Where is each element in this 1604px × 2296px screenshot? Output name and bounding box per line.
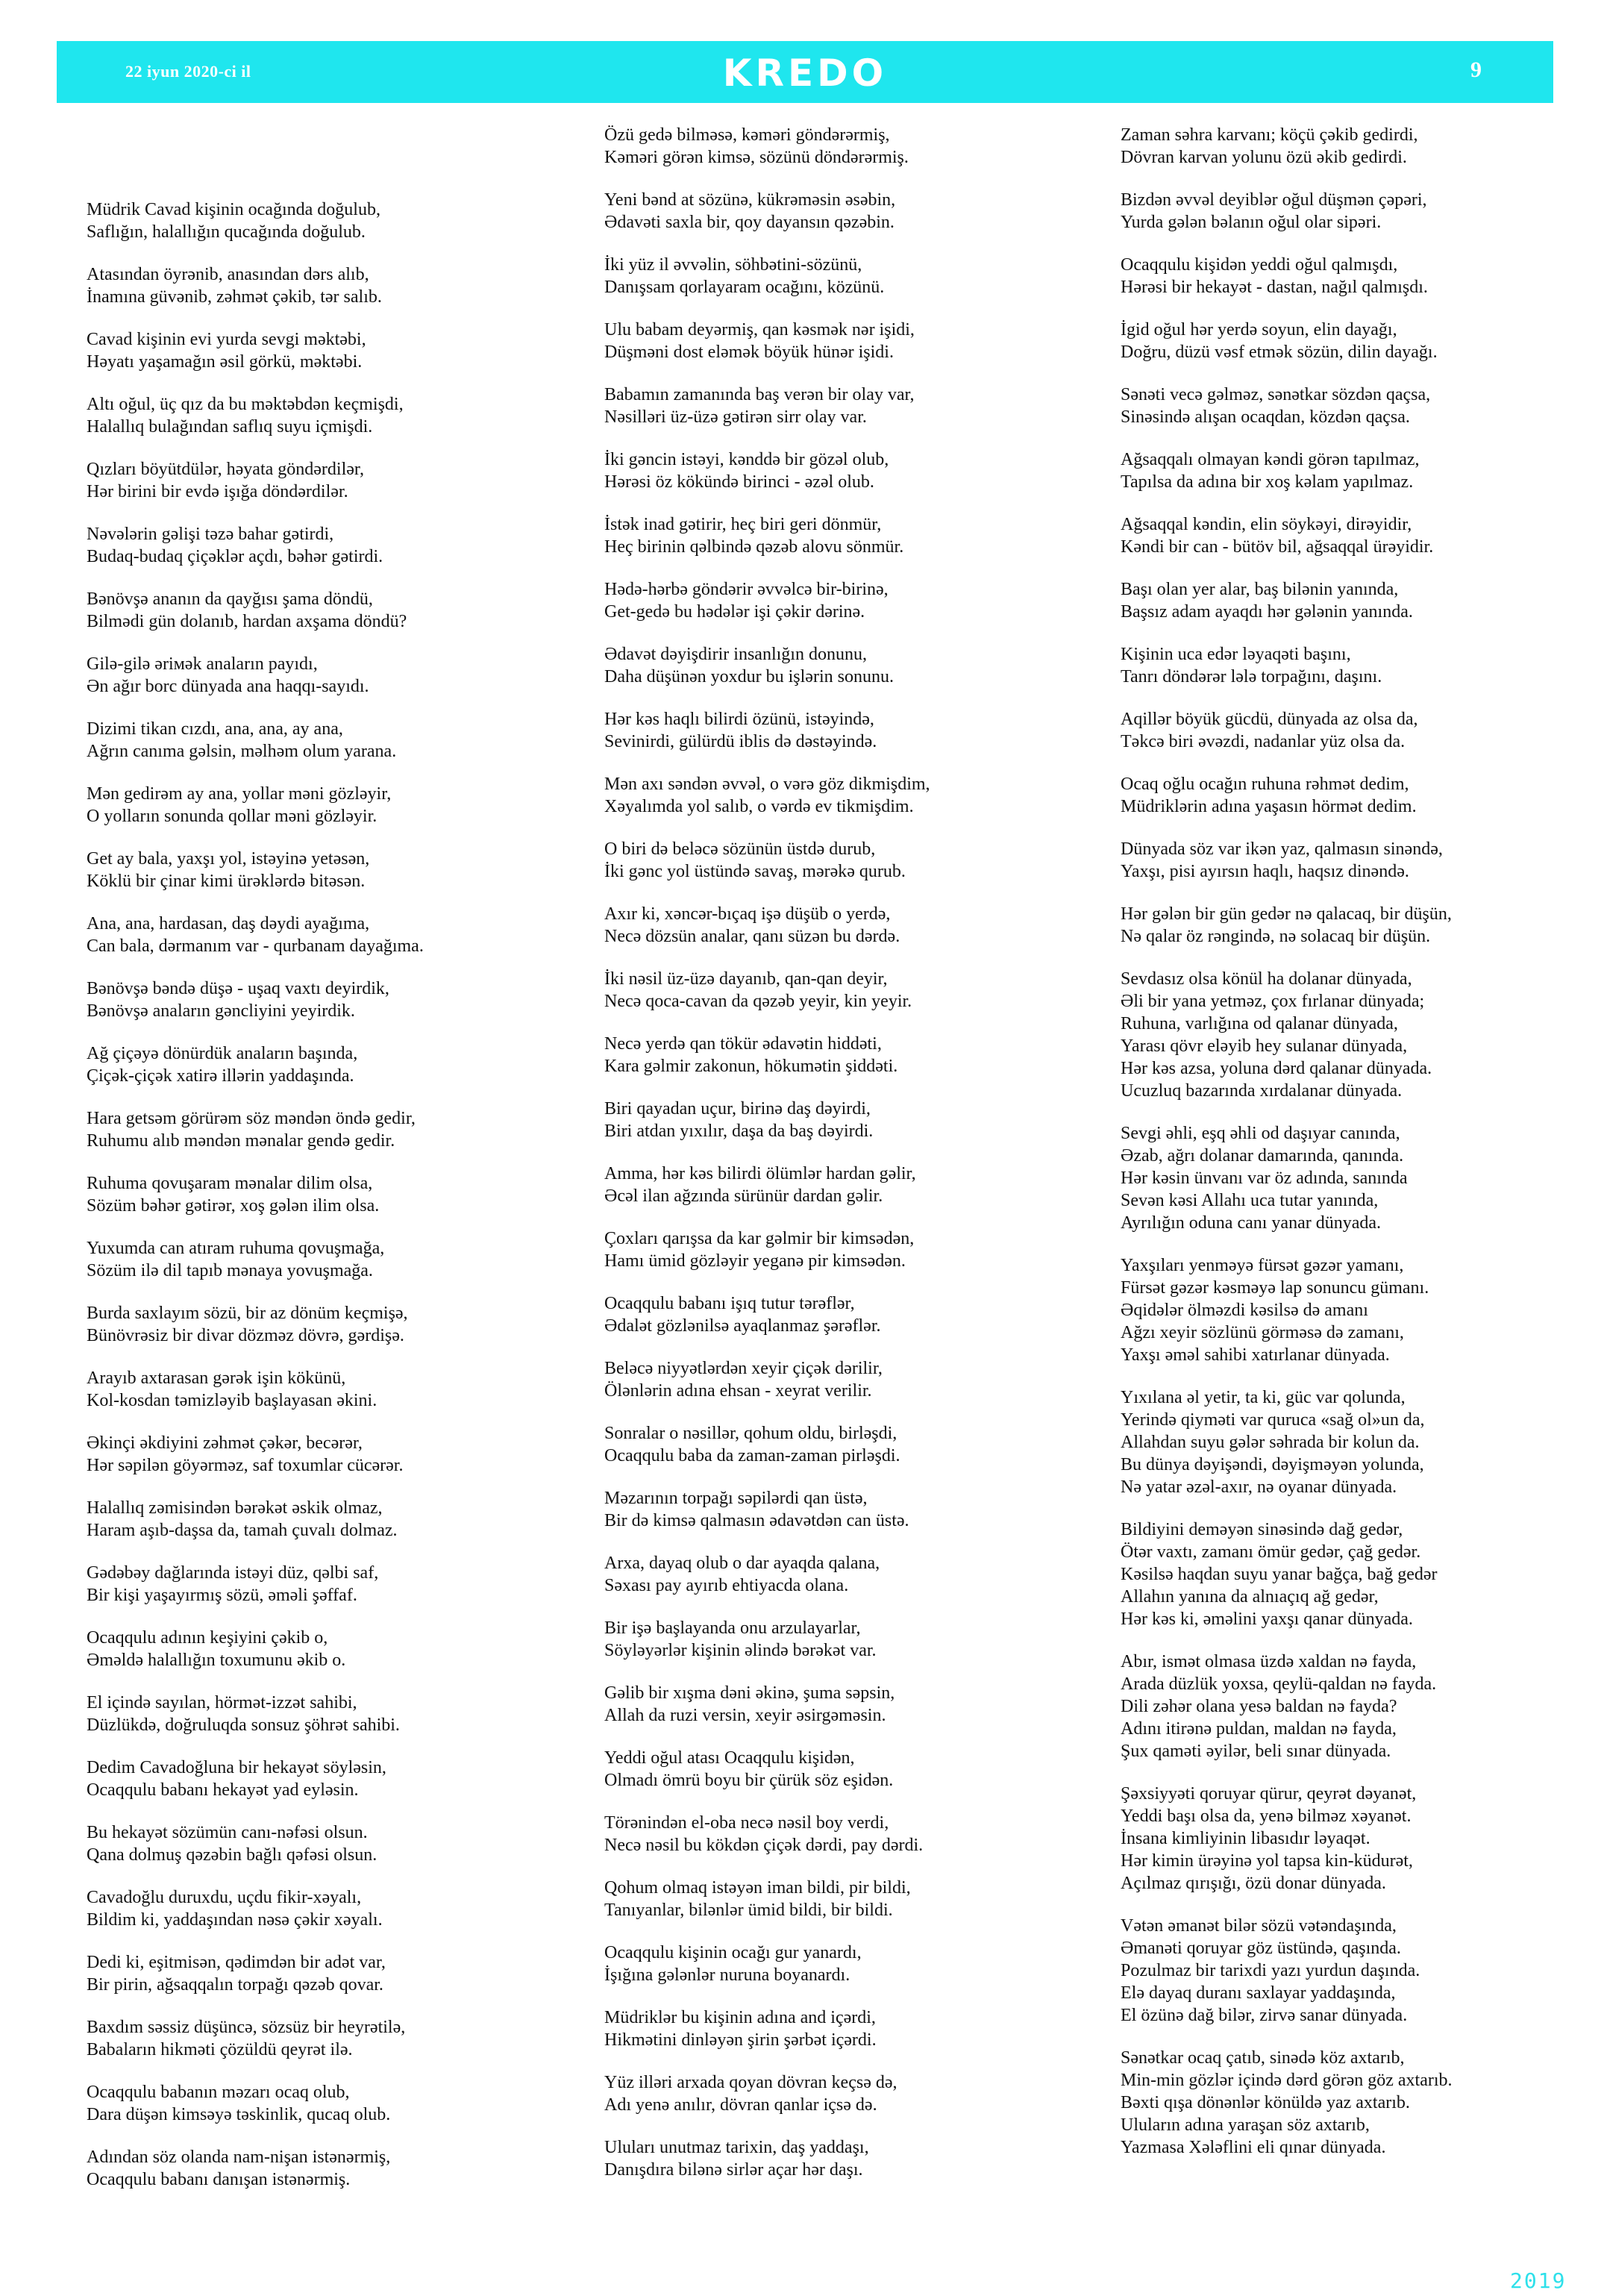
stanza	[87, 1302, 564, 1347]
stanza	[87, 2081, 564, 2126]
poem-line: Bənövşə ananın da qayğısı şama döndü,	[87, 589, 373, 609]
poem-line: Nə yatar əzəl-axır, nə oyanar dünyada.	[1121, 1477, 1397, 1497]
stanza	[1121, 903, 1598, 948]
stanza	[87, 1562, 564, 1607]
poem-line: Allahdan suyu gələr səhrada bir kolun da.	[1121, 1433, 1420, 1452]
stanza	[604, 124, 1082, 169]
stanza	[87, 1886, 564, 1931]
poem-line: Bildiyini deməyən sinəsində dağ gedər,	[1121, 1520, 1403, 1539]
stanza	[604, 1942, 1082, 1986]
poem-line: Allahın yanına da alnıaçıq ağ gedər,	[1121, 1587, 1379, 1607]
poem-line: Ədavət dəyişdirir insanlığın donunu,	[604, 645, 867, 664]
poem-line: Haram aşıb-daşsa da, tamah çuvalı dolmaz.	[87, 1521, 398, 1540]
poem-line: Ən ağır borc dünyada ana haqqı-sayıdı.	[87, 677, 369, 696]
poem-line: Ədavəti saxla bir, qoy dayansın qəzəbin.	[604, 213, 895, 232]
poem-line: Əməldə halallığın toxumunu əkib o.	[87, 1651, 346, 1670]
poem-line: Ocaqqulu babanı hekayət yad eyləsin.	[87, 1780, 359, 1800]
poem-line: Ağsaqqalı olmayan kəndi görən tapılmaz,	[1121, 450, 1420, 469]
poem-line: Yazmasa Xələflini eli qınar dünyada.	[1121, 2138, 1386, 2157]
poem-column-1	[87, 198, 564, 2211]
poem-line: Necə dözsün analar, qanı süzən bu dərdə.	[604, 927, 900, 946]
poem-line: Hədə-hərbə göndərir əvvəlcə bir-birinə,	[604, 580, 889, 599]
poem-line: Hərəsi bir hekayət - dastan, nağıl qalmışdı.	[1121, 278, 1428, 297]
issue-date: 22 iyun 2020-ci il	[125, 62, 251, 81]
poem-line: Budaq-budaq çiçəklər açdı, bəhər gətirdi.	[87, 547, 383, 566]
poem-line: Kol-kosdan təmizləyib başlayasan əkini.	[87, 1391, 377, 1410]
stanza	[1121, 643, 1598, 688]
poem-line: Aqillər böyük gücdü, dünyada az olsa da,	[1121, 710, 1418, 729]
poem-line: Dara düşən kimsəyə təskinlik, qucaq olub.	[87, 2105, 391, 2124]
poem-line: Başsız adam ayaqdı hər gələnin yanında.	[1121, 602, 1413, 622]
stanza	[1121, 1783, 1598, 1895]
stanza	[87, 1692, 564, 1736]
poem-line: Ağzı xeyir sözlünü görməsə də zamanı,	[1121, 1323, 1404, 1342]
poem-line: Necə qoca-cavan da qəzəb yeyir, kin yeyir.	[604, 992, 912, 1011]
poem-line: İki gəncin istəyi, kənddə bir gözəl olub,	[604, 450, 889, 469]
poem-line: Çiçək-çiçək xatirə illərin yaddaşında.	[87, 1066, 354, 1086]
stanza	[87, 718, 564, 763]
poem-line: Yeni bənd at sözünə, kükrəməsin əsəbin,	[604, 190, 896, 210]
poem-line: Get ay bala, yaxşı yol, istəyinə yetəsən,	[87, 849, 370, 869]
stanza	[604, 1163, 1082, 1207]
stanza	[604, 968, 1082, 1013]
poem-line: Necə yerdə qan tökür ədavətin hiddəti,	[604, 1034, 882, 1054]
poem-line: Biri atdan yıxılır, daşa da baş dəyirdi.	[604, 1122, 874, 1141]
poem-line: Hara getsəm görürəm söz məndən öndə gedir,	[87, 1109, 416, 1128]
stanza	[604, 1422, 1082, 1467]
poem-line: Hikmətini dinləyən şirin şərbət içərdi.	[604, 2030, 877, 2050]
poem-line: Əmanəti qoruyar göz üstündə, qaşında.	[1121, 1939, 1401, 1958]
poem-line: Bir pirin, ağsaqqalın torpağı qəzəb qovar.	[87, 1975, 383, 1995]
poem-line: Ötər vaxtı, zamanı ömür gedər, çağ gedər.	[1121, 1542, 1421, 1562]
poem-line: Danışsam qorlayaram ocağını, közünü.	[604, 278, 885, 297]
poem-line: Mən axı səndən əvvəl, o vərə göz dikmişdim,	[604, 775, 930, 794]
stanza	[87, 1627, 564, 1671]
poem-line: Uluları unutmaz tarixin, daş yaddaşı,	[604, 2138, 869, 2157]
stanza	[604, 1357, 1082, 1402]
poem-line: Bir də kimsə qalmasın ədavətdən can üstə.	[604, 1511, 909, 1530]
poem-line: Baxdım səssiz düşüncə, sözsüz bir heyrətilə,	[87, 2018, 406, 2037]
poem-line: O biri də beləcə sözünün üstdə durub,	[604, 839, 876, 859]
poem-line: Ocaqqulu babanı danışan istənərmiş.	[87, 2170, 351, 2189]
poem-line: Gəlib bir xışma dəni əkinə, şuma səpsin,	[604, 1683, 895, 1703]
stanza	[604, 773, 1082, 818]
poem-line: Çoxları qarışsa da kar gəlmir bir kimsədən,	[604, 1229, 915, 1248]
poem-line: İnsana kimliyinin libasıdır ləyaqət.	[1121, 1829, 1370, 1848]
poem-line: Ruhumu alıb məndən mənalar gendə gedir.	[87, 1131, 395, 1151]
poem-line: Köklü bir çinar kimi ürəklərdə bitəsən.	[87, 872, 366, 891]
poem-line: Bəxti qışa dönənlər könüldə yaz axtarıb.	[1121, 2093, 1410, 2112]
poem-line: Can bala, dərmanım var - qurbanam dayağıma.	[87, 936, 424, 956]
poem-line: Bir işə başlayanda onu arzulayarlar,	[604, 1618, 861, 1638]
stanza	[87, 1042, 564, 1087]
poem-line: Biri qayadan uçur, birinə daş dəyirdi,	[604, 1099, 871, 1119]
stanza	[1121, 578, 1598, 623]
stanza	[604, 1747, 1082, 1792]
poem-line: El içində sayılan, hörmət-izzət sahibi,	[87, 1693, 357, 1712]
poem-line: Hər kimin ürəyinə yol tapsa kin-küdurət,	[1121, 1851, 1413, 1871]
newspaper-header-bar	[57, 41, 1553, 103]
poem-line: Elə dayaq duranı saxlayar yaddaşında,	[1121, 1983, 1396, 2003]
stanza	[87, 198, 564, 243]
stanza	[1121, 513, 1598, 558]
poem-line: Bizdən əvvəl deyiblər oğul düşmən çəpəri,	[1121, 190, 1427, 210]
poem-line: Düşməni dost eləmək böyük hünər işidi.	[604, 342, 894, 362]
poem-line: Ölənlərin adına ehsan - xeyrat verilir.	[604, 1381, 872, 1401]
poem-line: Amma, hər kəs bilirdi ölümlər hardan gəlir,	[604, 1164, 916, 1183]
poem-line: Kəsilsə haqdan suyu yanar bağça, bağ gedər	[1121, 1565, 1438, 1584]
stanza	[1121, 1386, 1598, 1498]
poem-line: Tapılsa da adına bir xoş kəlam yapılmaz.	[1121, 472, 1414, 492]
stanza	[1121, 124, 1598, 169]
poem-line: Fürsət gəzər kəsməyə lap sonuncu gümanı.	[1121, 1278, 1429, 1298]
poem-line: Ruhuma qovuşaram mənalar dilim olsa,	[87, 1174, 373, 1193]
footer-year: 2019	[1510, 2268, 1567, 2293]
stanza	[604, 1682, 1082, 1727]
poem-line: Bilmədi gün dolanıb, hardan axşama döndü?	[87, 612, 407, 631]
stanza	[87, 1367, 564, 1412]
poem-line: Şəxsiyyəti qoruyar qürur, qeyrət dəyanət,	[1121, 1784, 1417, 1804]
poem-line: Adı yenə anılır, dövran qanlar içsə də.	[604, 2095, 877, 2115]
poem-line: Dizimi tikan cızdı, ana, ana, ay ana,	[87, 719, 343, 739]
poem-line: Ana, ana, hardasan, daş dəydi ayağıma,	[87, 914, 370, 933]
poem-line: Cavad kişinin evi yurda sevgi məktəbi,	[87, 330, 366, 349]
stanza	[604, 1227, 1082, 1272]
poem-line: Özü gedə bilməsə, kəməri göndərərmiş,	[604, 125, 890, 145]
poem-line: Necə nəsil bu kökdən çiçək dərdi, pay dərdi.	[604, 1836, 924, 1855]
poem-line: Mən gedirəm ay ana, yollar məni gözləyir,	[87, 784, 392, 804]
stanza	[87, 263, 564, 308]
poem-line: Heç birinin qəlbində qəzəb alovu sönmür.	[604, 537, 904, 557]
stanza	[87, 1172, 564, 1217]
poem-line: İstək inad gətirir, heç biri geri dönmür,	[604, 515, 882, 534]
stanza	[1121, 254, 1598, 298]
poem-line: Ocaqqulu babanı işıq tutur tərəflər,	[604, 1294, 855, 1313]
poem-line: Düzlükdə, doğruluqda sonsuz şöhrət sahibi.	[87, 1715, 400, 1735]
stanza	[87, 913, 564, 957]
poem-line: Min-min gözlər içində dərd görən göz axtarıb.	[1121, 2071, 1453, 2090]
poem-line: Ağsaqqal kəndin, elin söykəyi, dirəyidir,	[1121, 515, 1412, 534]
stanza	[604, 1033, 1082, 1077]
poem-line: O yolların sonunda qollar məni gözləyir.	[87, 807, 377, 826]
poem-line: Nəvələrin gəlişi təzə bahar gətirdi,	[87, 525, 334, 544]
stanza	[604, 319, 1082, 363]
poem-line: İki yüz il əvvəlin, söhbətini-sözünü,	[604, 255, 862, 275]
stanza	[87, 1237, 564, 1282]
poem-line: Hər kəs haqlı bilirdi özünü, istəyində,	[604, 710, 874, 729]
poem-line: Arayıb axtarasan gərək işin kökünü,	[87, 1368, 346, 1388]
poem-line: Ocaqqulu babanın məzarı ocaq olub,	[87, 2083, 350, 2102]
poem-line: Bünövrəsiz bir divar dözməz dövrə, gərdişə.	[87, 1326, 404, 1345]
poem-line: İşığına gələnlər nuruna boyanardı.	[604, 1965, 850, 1985]
stanza	[1121, 189, 1598, 234]
poem-line: Əqidələr ölməzdi kəsilsə də amanı	[1121, 1301, 1368, 1320]
poem-line: Sözüm ilə dil tapıb mənaya yovuşmağa.	[87, 1261, 373, 1280]
poem-line: Ədalət gözlənilsə ayaqlanmaz şərəflər.	[604, 1316, 881, 1336]
poem-line: Babamın zamanında baş verən bir olay var,	[604, 385, 915, 404]
poem-line: Açılmaz qırışığı, özü donar dünyada.	[1121, 1874, 1386, 1893]
poem-line: Dedi ki, eşitmisən, qədimdən bir adət var,	[87, 1953, 386, 1972]
poem-line: Ocaqqulu adının keşiyini çəkib o,	[87, 1628, 328, 1648]
stanza	[1121, 838, 1598, 883]
poem-line: Yüz illəri arxada qoyan dövran keçsə də,	[604, 2073, 897, 2092]
stanza	[87, 848, 564, 892]
poem-line: Bildim ki, yaddaşından nəsə çəkir xəyalı.	[87, 1910, 383, 1930]
poem-line: Arada düzlük yoxsa, qeylü-qaldan nə fayda.	[1121, 1674, 1437, 1694]
stanza	[87, 1107, 564, 1152]
poem-line: Dili zəhər olana yesə baldan nə fayda?	[1121, 1697, 1397, 1716]
stanza	[87, 653, 564, 698]
poem-line: Ağ çiçəyə dönürdük anaların başında,	[87, 1044, 358, 1063]
poem-line: Söyləyərlər kişinin əlində bərəkət var.	[604, 1641, 877, 1660]
poem-line: Olmadı ömrü boyu bir çürük söz eşidən.	[604, 1771, 894, 1790]
poem-line: Müdrik Cavad kişinin ocağında doğulub,	[87, 200, 380, 219]
poem-line: Qohum olmaq istəyən iman bildi, pir bildi,	[604, 1878, 911, 1898]
stanza	[604, 513, 1082, 558]
page-number: 9	[1470, 57, 1482, 82]
poem-line: Adından söz olanda nam-nişan istənərmiş,	[87, 2148, 391, 2167]
poem-line: Kişinin uca edər ləyaqəti başını,	[1121, 645, 1351, 664]
stanza	[604, 1487, 1082, 1532]
poem-line: Tanrı döndərər lələ torpağını, daşını.	[1121, 667, 1382, 686]
stanza	[604, 1877, 1082, 1921]
stanza	[1121, 1254, 1598, 1366]
newspaper-title: KREDO	[722, 51, 888, 95]
poem-line: Atasından öyrənib, anasından dərs alıb,	[87, 265, 369, 284]
poem-line: Abır, ismət olmasa üzdə xaldan nə fayda,	[1121, 1652, 1417, 1671]
poem-line: Hərəsi öz kökündə birinci - əzəl olub.	[604, 472, 874, 492]
poem-line: Ocaqqulu kişinin ocağı gur yanardı,	[604, 1943, 862, 1962]
poem-line: Başı olan yer alar, baş bilənin yanında,	[1121, 580, 1399, 599]
poem-line: Ucuzluq bazarında xırdalanar dünyada.	[1121, 1081, 1403, 1101]
poem-line: Sevinirdi, gülürdü iblis də dəstəyində.	[604, 732, 877, 751]
poem-line: Sevgi əhli, eşq əhli od daşıyar canında,	[1121, 1124, 1400, 1143]
poem-line: Gilə-gilə əriмək anaların payıdı,	[87, 654, 318, 674]
poem-line: Kəndi bir can - bütöv bil, ağsaqqal ürəyidir.	[1121, 537, 1434, 557]
stanza	[87, 1821, 564, 1866]
poem-line: Babaların hikməti çözüldü qeyrət ilə.	[87, 2040, 353, 2059]
poem-line: Kəməri görən kimsə, sözünü döndərərmiş.	[604, 148, 909, 167]
stanza	[604, 708, 1082, 753]
poem-line: Bu hekayət sözümün canı-nəfəsi olsun.	[87, 1823, 368, 1842]
poem-line: Ayrılığın oduna canı yanar dünyada.	[1121, 1213, 1382, 1233]
poem-line: Danışdıra bilənə sirlər açar hər daşı.	[604, 2160, 863, 2180]
poem-line: Hər səpilən göyərməz, saf toxumlar cücərər.	[87, 1456, 404, 1475]
poem-line: Burda saxlayım sözü, bir az dönüm keçmişə,	[87, 1304, 408, 1323]
poem-line: Gədəbəy dağlarında istəyi düz, qəlbi saf,	[87, 1563, 379, 1583]
stanza	[87, 1497, 564, 1542]
stanza	[604, 2136, 1082, 2181]
poem-line: Yeddi oğul atası Ocaqqulu kişidən,	[604, 1748, 855, 1768]
stanza	[87, 588, 564, 633]
poem-line: Beləcə niyyətlərdən xeyir çiçək dərilir,	[604, 1359, 883, 1378]
stanza	[604, 1292, 1082, 1337]
poem-line: Sevən kəsi Allahı uca tutar yanında,	[1121, 1191, 1379, 1210]
poem-line: İki nəsil üz-üzə dayanıb, qan-qan deyir,	[604, 969, 888, 989]
poem-line: Nə qalar öz rəngində, nə solacaq bir düşün.	[1121, 927, 1431, 946]
stanza	[604, 254, 1082, 298]
poem-line: Yıxılana əl yetir, ta ki, güc var qolunda,	[1121, 1388, 1406, 1407]
poem-line: Ulu babam deyərmiş, qan kəsmək nər işidi,	[604, 320, 915, 340]
stanza	[1121, 2047, 1598, 2159]
poem-line: Sənətkar ocaq çatıb, sinədə köz axtarıb,	[1121, 2048, 1405, 2068]
poem-line: Hər birini bir evdə işığa döndərdilər.	[87, 482, 348, 501]
stanza	[604, 384, 1082, 428]
stanza	[1121, 384, 1598, 428]
poem-line: Yerində qiyməti var quruca «sağ ol»un da,	[1121, 1410, 1425, 1430]
stanza	[604, 1098, 1082, 1142]
stanza	[1121, 319, 1598, 363]
poem-line: Sinəsində alışan ocaqdan, közdən qaçsa.	[1121, 407, 1410, 427]
poem-line: Kara gəlmir zakonun, hökumətin şiddəti.	[604, 1057, 898, 1076]
stanza	[1121, 1122, 1598, 1234]
poem-line: Yarası qövr eləyib hey sulanar dünyada,	[1121, 1036, 1408, 1056]
poem-line: Bu dünya dəyişəndi, dəyişməyən yolunda,	[1121, 1455, 1424, 1474]
stanza	[87, 1757, 564, 1801]
stanza	[87, 2146, 564, 2191]
stanza	[1121, 1518, 1598, 1630]
poem-line: Yeddi başı olsa da, yenə bilməz xəyanət.	[1121, 1807, 1412, 1826]
stanza	[87, 1432, 564, 1477]
poem-line: Axır ki, xəncər-bıçaq işə düşüb o yerdə,	[604, 904, 891, 924]
poem-line: Həyatı yaşamağın əsil görkü, məktəbi.	[87, 352, 363, 372]
poem-line: Cavadoğlu duruxdu, uçdu fikir-xəyalı,	[87, 1888, 362, 1907]
poem-line: Saflığın, halallığın qucağında doğulub.	[87, 222, 366, 242]
poem-line: Halallıq zəmisindən bərəkət əskik olmaz,	[87, 1498, 383, 1518]
poem-line: Törənindən el-oba necə nəsil boy verdi,	[604, 1813, 889, 1833]
poem-line: Doğru, düzü vəsf etmək sözün, dilin dayağı.	[1121, 342, 1438, 362]
poem-line: İki gənc yol üstündə savaş, mərəkə qurub.	[604, 862, 906, 881]
poem-line: Sözüm bəhər gətirər, xoş gələn ilim olsa.	[87, 1196, 380, 1216]
poem-line: Müdriklər bu kişinin adına and içərdi,	[604, 2008, 876, 2027]
stanza	[1121, 1915, 1598, 2027]
poem-line: Hər gələn bir gün gedər nə qalacaq, bir düşün,	[1121, 904, 1452, 924]
poem-line: Xəyalımda yol salıb, o vərdə ev tikmişdim.	[604, 797, 914, 816]
poem-line: Dedim Cavadoğluna bir hekayət söyləsin,	[87, 1758, 386, 1777]
poem-line: Şux qaməti əyilər, beli sınar dünyada.	[1121, 1742, 1391, 1761]
poem-line: Əkinçi əkdiyini zəhmət çəkər, becərər,	[87, 1433, 363, 1453]
poem-line: Ocaq oğlu ocağın ruhuna rəhmət dedim,	[1121, 775, 1409, 794]
stanza	[604, 2006, 1082, 2051]
poem-line: Vətən əmanət bilər sözü vətəndaşında,	[1121, 1916, 1397, 1936]
poem-line: Adını itirənə puldan, maldan nə fayda,	[1121, 1719, 1397, 1739]
poem-line: Altı oğul, üç qız da bu məktəbdən keçmişdi,	[87, 395, 404, 414]
poem-line: Bir kişi yaşayırmış sözü, əməli şəffaf.	[87, 1586, 357, 1605]
poem-column-2	[604, 124, 1082, 2201]
poem-line: Ağrın canıma gəlsin, məlhəm olum yarana.	[87, 742, 397, 761]
poem-line: Yuxumda can atıram ruhuma qovuşmağa,	[87, 1239, 385, 1258]
poem-line: Ocaqqulu kişidən yeddi oğul qalmışdı,	[1121, 255, 1398, 275]
poem-line: İnamına güvənib, zəhmət çəkib, tər salıb.	[87, 287, 382, 307]
poem-line: Sevdasız olsa könül ha dolanar dünyada,	[1121, 969, 1412, 989]
poem-line: Sonralar o nəsillər, qohum oldu, birləşdi,	[604, 1424, 897, 1443]
poem-line: Yaxşıları yenməyə fürsət gəzər yamanı,	[1121, 1256, 1404, 1275]
poem-line: Müdriklərin adına yaşasın hörmət dedim.	[1121, 797, 1417, 816]
poem-line: Halallıq bulağından saflıq suyu içmişdi.	[87, 417, 373, 437]
stanza	[604, 1812, 1082, 1856]
poem-line: Bənövşə anaların gəncliyini yeyirdik.	[87, 1001, 355, 1021]
poem-column-3	[1121, 124, 1598, 2179]
poem-line: Məzarının torpağı səpilərdi qan üstə,	[604, 1489, 868, 1508]
stanza	[87, 1951, 564, 1996]
stanza	[604, 578, 1082, 623]
poem-line: Dövran karvan yolunu özü əkib gedirdi.	[1121, 148, 1407, 167]
poem-line: Allah da ruzi versin, xeyir əsirgəməsin.	[604, 1706, 886, 1725]
poem-line: Yaxşı əməl sahibi xatırlanar dünyada.	[1121, 1345, 1390, 1365]
poem-line: Bənövşə bəndə düşə - uşaq vaxtı deyirdik,	[87, 979, 389, 998]
poem-line: Yaxşı, pisi ayırsın haqlı, haqsız dinəndə.	[1121, 862, 1409, 881]
stanza	[604, 448, 1082, 493]
stanza	[1121, 1651, 1598, 1762]
poem-line: Dünyada söz var ikən yaz, qalmasın sinəndə,	[1121, 839, 1443, 859]
stanza	[1121, 708, 1598, 753]
poem-line: Səxası pay ayırıb ehtiyacda olana.	[604, 1576, 849, 1595]
stanza	[604, 643, 1082, 688]
poem-line: Əcəl ilan ağzında sürünür dardan gəlir.	[604, 1186, 883, 1206]
poem-line: Pozulmaz bir tarixdi yazı yurdun daşında.	[1121, 1961, 1420, 1980]
poem-line: Hər kəsin ünvanı var öz adında, sanında	[1121, 1169, 1408, 1188]
poem-line: İgid oğul hər yerdə soyun, elin dayağı,	[1121, 320, 1397, 340]
poem-line: Təkcə biri əvəzdi, nadanlar yüz olsa da.	[1121, 732, 1406, 751]
poem-line: Hamı ümid gözləyir yeganə pir kimsədən.	[604, 1251, 906, 1271]
poem-line: Yurda gələn bəlanın oğul olar sipəri.	[1121, 213, 1382, 232]
stanza	[1121, 968, 1598, 1102]
stanza	[87, 458, 564, 503]
stanza	[604, 1552, 1082, 1597]
stanza	[1121, 448, 1598, 493]
stanza	[604, 2071, 1082, 2116]
poem-line: Hər kəs azsa, yoluna dərd qalanar dünyada.	[1121, 1059, 1432, 1078]
stanza	[87, 977, 564, 1022]
poem-line: Tanıyanlar, bilənlər ümid bildi, bir bildi.	[604, 1901, 893, 1920]
poem-line: Ocaqqulu baba da zaman-zaman pirləşdi.	[604, 1446, 900, 1466]
stanza	[604, 838, 1082, 883]
poem-line: Zaman səhra karvanı; köçü çəkib gedirdi,	[1121, 125, 1418, 145]
stanza	[87, 393, 564, 438]
stanza	[604, 1617, 1082, 1662]
stanza	[87, 2016, 564, 2061]
poem-line: Hər kəs ki, əməlini yaxşı qanar dünyada.	[1121, 1610, 1413, 1629]
poem-line: Get-gedə bu hədələr işi çəkir dərinə.	[604, 602, 865, 622]
poem-line: Sənəti vecə gəlməz, sənətkar sözdən qaçsa,	[1121, 385, 1431, 404]
stanza	[87, 523, 564, 568]
poem-line: Ruhuna, varlığına od qalanar dünyada,	[1121, 1014, 1398, 1033]
poem-line: Qızları böyütdülər, həyata göndərdilər,	[87, 460, 364, 479]
poem-line: Arxa, dayaq olub o dar ayaqda qalana,	[604, 1554, 880, 1573]
poem-line: Əzab, ağrı dolanar damarında, qanında.	[1121, 1146, 1404, 1166]
stanza	[87, 783, 564, 828]
stanza	[604, 189, 1082, 234]
stanza	[604, 903, 1082, 948]
poem-line: Uluların adına yaraşan söz axtarıb,	[1121, 2115, 1370, 2135]
poem-line: Qana dolmuş qəzəbin bağlı qəfəsi olsun.	[87, 1845, 377, 1865]
poem-line: Əli bir yana yetməz, çox fırlanar dünyada;	[1121, 992, 1425, 1011]
stanza	[1121, 773, 1598, 818]
stanza	[87, 328, 564, 373]
poem-line: El özünə dağ bilər, zirvə sanar dünyada.	[1121, 2006, 1408, 2025]
poem-line: Daha düşünən yoxdur bu işlərin sonunu.	[604, 667, 894, 686]
poem-line: Nəsilləri üz-üzə gətirən sirr olay var.	[604, 407, 867, 427]
